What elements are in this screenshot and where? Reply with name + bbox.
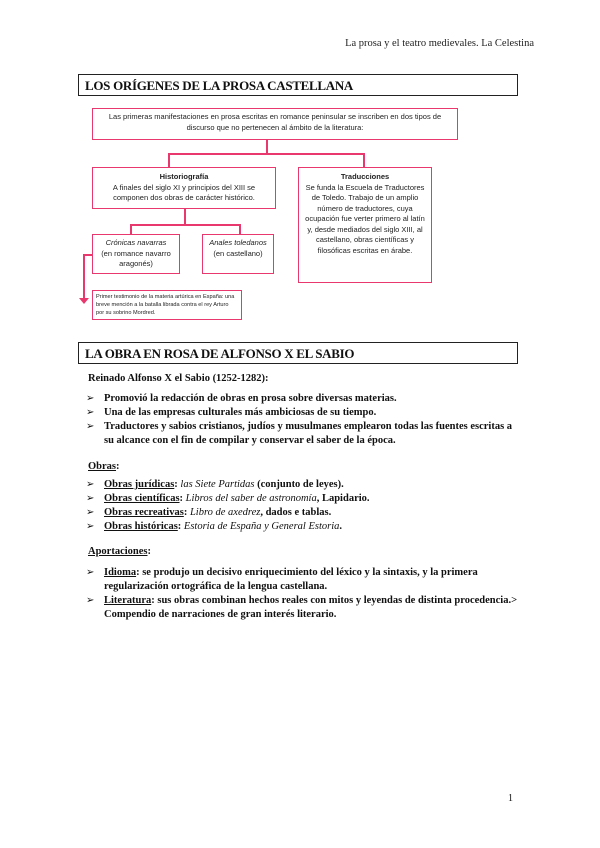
bullet-icon: ➢ bbox=[86, 493, 95, 504]
connector bbox=[168, 153, 364, 155]
testimonio-box bbox=[92, 290, 242, 320]
arrow-icon bbox=[79, 298, 89, 304]
obra-label: Obras jurídicas bbox=[104, 479, 175, 490]
aportacion-label: Idioma bbox=[104, 567, 137, 578]
anales-title: Anales toledanos bbox=[209, 238, 267, 247]
bullet-icon: ➢ bbox=[86, 421, 95, 432]
traducciones-title: Traducciones bbox=[340, 172, 390, 181]
obra-title: Estoria de España y General Estoria bbox=[183, 521, 340, 532]
bullet-icon: ➢ bbox=[86, 407, 95, 418]
historiografia-text: A finales del siglo XI y principios del XIII se componen dos obras de carácter histórico. bbox=[112, 182, 256, 202]
point-1: Promovió la redacción de obras en prosa sobre diversas materias. bbox=[104, 393, 397, 404]
traducciones-text: Se funda la Escuela de Traductores de Toledo. Trabajo de un amplio número de traductores, cuya ocupación fue verter primero al latín y, desde mediados del siglo XIII, al castellano, obras científicas y filosóficas escritas en árabe. bbox=[305, 182, 425, 255]
bullet-icon: ➢ bbox=[86, 595, 95, 606]
bullet-icon: ➢ bbox=[86, 479, 95, 490]
connector bbox=[83, 254, 93, 256]
running-header: La prosa y el teatro medievales. La Celestina bbox=[345, 38, 534, 49]
obra-rest: (conjunto de leyes). bbox=[254, 479, 344, 490]
obra-rest: . bbox=[339, 521, 342, 532]
obra-historicas: Obras históricas: Estoria de España y General Estoria. bbox=[104, 521, 342, 532]
connector bbox=[83, 254, 85, 300]
connector bbox=[266, 140, 268, 154]
historiografia-box bbox=[92, 167, 276, 209]
connector bbox=[168, 153, 170, 167]
connector bbox=[130, 224, 240, 226]
connector bbox=[363, 153, 365, 167]
page-number: 1 bbox=[508, 793, 513, 804]
obras-heading: Obras: bbox=[88, 461, 120, 472]
obra-label: Obras científicas bbox=[104, 493, 180, 504]
connector bbox=[184, 209, 186, 225]
obra-rest: , dados e tablas. bbox=[260, 507, 332, 518]
aportacion-literatura bbox=[104, 594, 524, 622]
historiografia-title: Historiografía bbox=[159, 172, 209, 181]
point-2: Una de las empresas culturales más ambiciosas de su tiempo. bbox=[104, 407, 377, 418]
cronicas-text: (en romance navarro aragonés) bbox=[101, 248, 171, 268]
aportaciones-heading-label: Aportaciones bbox=[88, 546, 148, 557]
section-title-alfonso: LA OBRA EN ROSA DE ALFONSO X EL SABIO bbox=[78, 342, 518, 364]
diagram-root-text: Las primeras manifestaciones en prosa escritas en romance peninsular se inscriben en dos tipos de discurso que no pertenecen al ámbito de la literatura: bbox=[108, 112, 442, 132]
reinado-line: Reinado Alfonso X el Sabio (1252-1282): bbox=[88, 373, 269, 384]
obra-recreativas: Obras recreativas: Libro de axedrez, dados e tablas. bbox=[104, 507, 332, 518]
obra-juridicas: Obras jurídicas: las Siete Partidas (conjunto de leyes). bbox=[104, 479, 344, 490]
obra-rest: , Lapidario. bbox=[316, 493, 370, 504]
traducciones-box bbox=[298, 167, 432, 283]
section-title-origenes: LOS ORÍGENES DE LA PROSA CASTELLANA bbox=[78, 74, 518, 96]
obra-label: Obras históricas bbox=[104, 521, 178, 532]
obras-heading-label: Obras bbox=[88, 461, 117, 472]
obra-title: Libro de axedrez bbox=[189, 507, 261, 518]
bullet-icon: ➢ bbox=[86, 393, 95, 404]
diagram-root-box bbox=[92, 108, 458, 140]
aportacion-text: : sus obras combinan hechos reales con mitos y leyendas de distinta procedencia.> Compendio de narraciones de gran interés literario. bbox=[104, 595, 518, 620]
obra-title: Libros del saber de astronomía bbox=[185, 493, 317, 504]
connector bbox=[130, 224, 132, 234]
aportacion-label: Literatura bbox=[104, 595, 152, 606]
anales-text: (en castellano) bbox=[213, 248, 263, 258]
aportacion-text: : se produjo un decisivo enriquecimiento del léxico y la sintaxis, y la primera regularización ortográfica de la lengua castellana. bbox=[104, 567, 478, 592]
bullet-icon: ➢ bbox=[86, 521, 95, 532]
obra-title: las Siete Partidas bbox=[180, 479, 255, 490]
bullet-icon: ➢ bbox=[86, 567, 95, 578]
connector bbox=[239, 224, 241, 234]
cronicas-navarras-box bbox=[92, 234, 180, 274]
cronicas-title: Crónicas navarras bbox=[105, 238, 167, 247]
testimonio-text: Primer testimonio de la materia artúrica en España: una breve mención a la batalla librada contra el rey Arturo por su sobrino Mordred. bbox=[96, 294, 235, 316]
aportacion-idioma bbox=[104, 566, 524, 594]
aportaciones-heading: Aportaciones: bbox=[88, 546, 151, 557]
bullet-icon: ➢ bbox=[86, 507, 95, 518]
obra-label: Obras recreativas bbox=[104, 507, 184, 518]
obra-cientificas: Obras científicas: Libros del saber de astronomía, Lapidario. bbox=[104, 493, 370, 504]
anales-toledanos-box bbox=[202, 234, 274, 274]
point-3: Traductores y sabios cristianos, judíos y musulmanes emplearon todas las fuentes escritas a su alcance con el fin de compilar y conservar el saber de la época. bbox=[104, 421, 513, 446]
